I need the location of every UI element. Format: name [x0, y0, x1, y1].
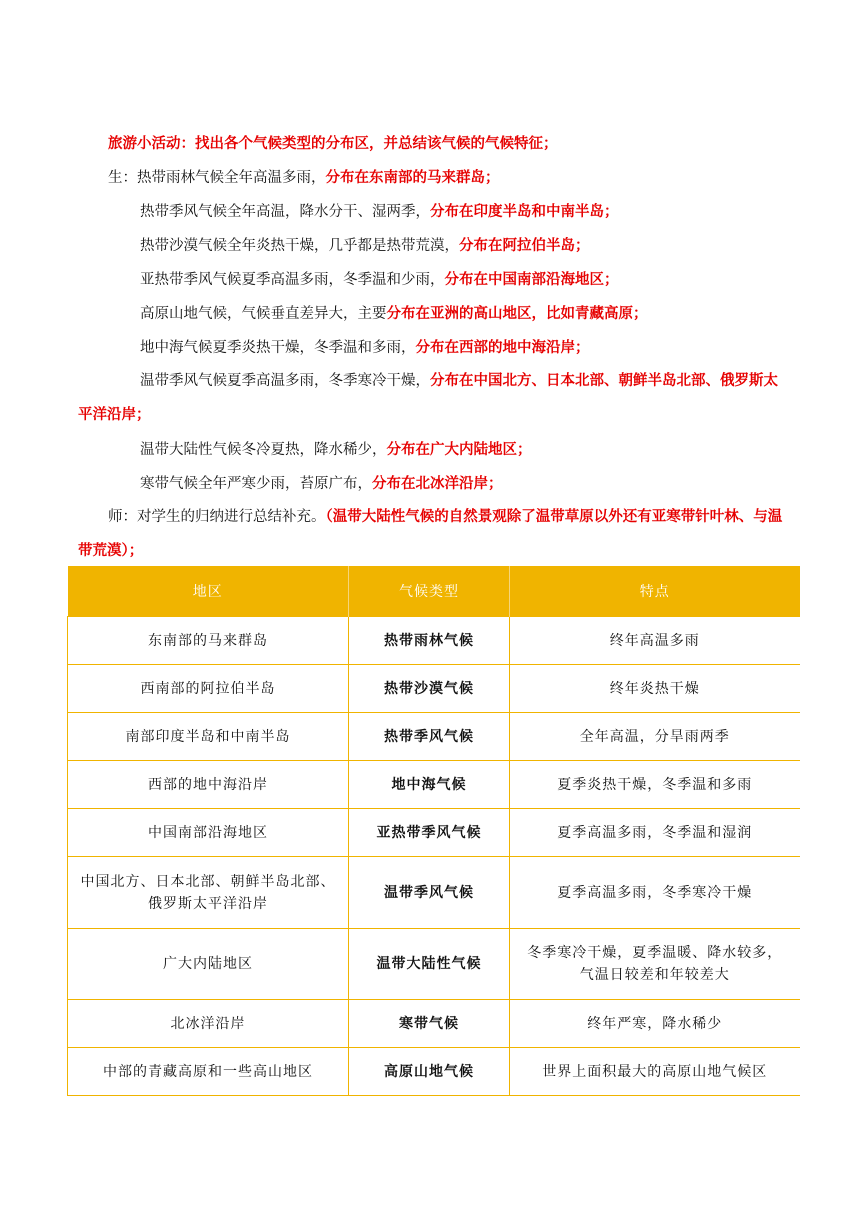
cell-region: 中国北方、日本北部、朝鲜半岛北部、俄罗斯太平洋沿岸	[68, 857, 349, 929]
table-row	[68, 1000, 800, 1048]
cell-region: 广大内陆地区	[68, 929, 349, 1000]
table-row	[68, 665, 800, 713]
cell-feature: 夏季高温多雨，冬季温和湿润	[510, 809, 800, 857]
cell-region: 南部印度半岛和中南半岛	[68, 713, 349, 761]
cell-feature: 夏季高温多雨，冬季寒冷干燥	[510, 857, 800, 929]
cell-climate-type: 温带季风气候	[349, 857, 510, 929]
line-red: 分布在西部的地中海沿岸；	[415, 339, 590, 356]
table-row	[68, 929, 800, 1000]
student-line-3	[140, 236, 590, 256]
table-row	[68, 761, 800, 809]
teacher-plain: 师：对学生的归纳进行总结补充。	[108, 509, 326, 525]
line-red: 分布在北冰洋沿岸；	[372, 475, 503, 492]
header-region: 地区	[68, 566, 349, 617]
line-red: 分布在中国南部沿海地区；	[444, 271, 619, 288]
cell-climate-type: 高原山地气候	[349, 1048, 510, 1096]
line-red: 分布在东南部的马来群岛；	[325, 169, 500, 186]
cell-region: 中国南部沿海地区	[68, 809, 349, 857]
student-line-4	[140, 270, 619, 290]
cell-climate-type: 热带雨林气候	[349, 617, 510, 665]
line-plain: 温带大陆性气候冬冷夏热，降水稀少，	[140, 442, 387, 458]
cell-climate-type: 温带大陆性气候	[349, 929, 510, 1000]
student-line-5	[140, 304, 648, 324]
line-red: 分布在印度半岛和中南半岛；	[430, 203, 619, 220]
table-row	[68, 857, 800, 929]
teacher-line	[78, 500, 790, 568]
line-red: 分布在亚洲的高山地区，比如青藏高原；	[386, 305, 648, 322]
header-feature: 特点	[510, 566, 800, 617]
line-plain: 地中海气候夏季炎热干燥，冬季温和多雨，	[140, 340, 416, 356]
table-row	[68, 1048, 800, 1096]
cell-feature: 冬季寒冷干燥，夏季温暖、降水较多，气温日较差和年较差大	[510, 929, 800, 1000]
cell-feature: 终年高温多雨	[510, 617, 800, 665]
cell-region: 西部的地中海沿岸	[68, 761, 349, 809]
line-red: 分布在中国北方、日本北部、朝鲜半岛北部、俄罗斯太平洋沿岸；	[78, 372, 778, 423]
table-row	[68, 809, 800, 857]
cell-feature: 夏季炎热干燥，冬季温和多雨	[510, 761, 800, 809]
line-plain: 亚热带季风气候夏季高温多雨，冬季温和少雨，	[140, 272, 445, 288]
cell-region: 东南部的马来群岛	[68, 617, 349, 665]
cell-feature: 世界上面积最大的高原山地气候区	[510, 1048, 800, 1096]
cell-feature: 终年炎热干燥	[510, 665, 800, 713]
line-red: 分布在阿拉伯半岛；	[459, 237, 590, 254]
teacher-red: （温带大陆性气候的自然景观除了温带草原以外还有亚寒带针叶林、与温带荒漠）；	[78, 508, 783, 559]
student-line-6	[140, 338, 590, 358]
header-climate-type: 气候类型	[349, 566, 510, 617]
table-row	[68, 713, 800, 761]
cell-climate-type: 亚热带季风气候	[349, 809, 510, 857]
activity-heading: 旅游小活动：找出各个气候类型的分布区，并总结该气候的气候特征；	[108, 135, 558, 152]
cell-climate-type: 寒带气候	[349, 1000, 510, 1048]
student-line-9	[140, 474, 503, 494]
student-label: 生：	[108, 170, 137, 186]
line-plain: 寒带气候全年严寒少雨，苔原广布，	[140, 476, 372, 492]
cell-climate-type: 地中海气候	[349, 761, 510, 809]
table-row	[68, 617, 800, 665]
line-red: 分布在广大内陆地区；	[386, 441, 532, 458]
student-line-7	[78, 364, 790, 432]
cell-feature: 全年高温，分旱雨两季	[510, 713, 800, 761]
cell-region: 西南部的阿拉伯半岛	[68, 665, 349, 713]
climate-table	[67, 566, 800, 1096]
cell-climate-type: 热带沙漠气候	[349, 665, 510, 713]
table-header-row	[68, 566, 800, 617]
cell-feature: 终年严寒，降水稀少	[510, 1000, 800, 1048]
line-plain: 热带沙漠气候全年炎热干燥，几乎都是热带荒漠，	[140, 238, 459, 254]
student-line-2	[140, 202, 619, 222]
line-plain: 热带雨林气候全年高温多雨，	[137, 170, 326, 186]
cell-region: 北冰洋沿岸	[68, 1000, 349, 1048]
line-plain: 热带季风气候全年高温，降水分干、湿两季，	[140, 204, 430, 220]
student-line-1	[108, 168, 500, 188]
line-plain: 高原山地气候，气候垂直差异大，主要	[140, 306, 387, 322]
cell-climate-type: 热带季风气候	[349, 713, 510, 761]
student-line-8	[140, 440, 532, 460]
cell-region: 中部的青藏高原和一些高山地区	[68, 1048, 349, 1096]
line-plain: 温带季风气候夏季高温多雨，冬季寒冷干燥，	[140, 373, 430, 389]
